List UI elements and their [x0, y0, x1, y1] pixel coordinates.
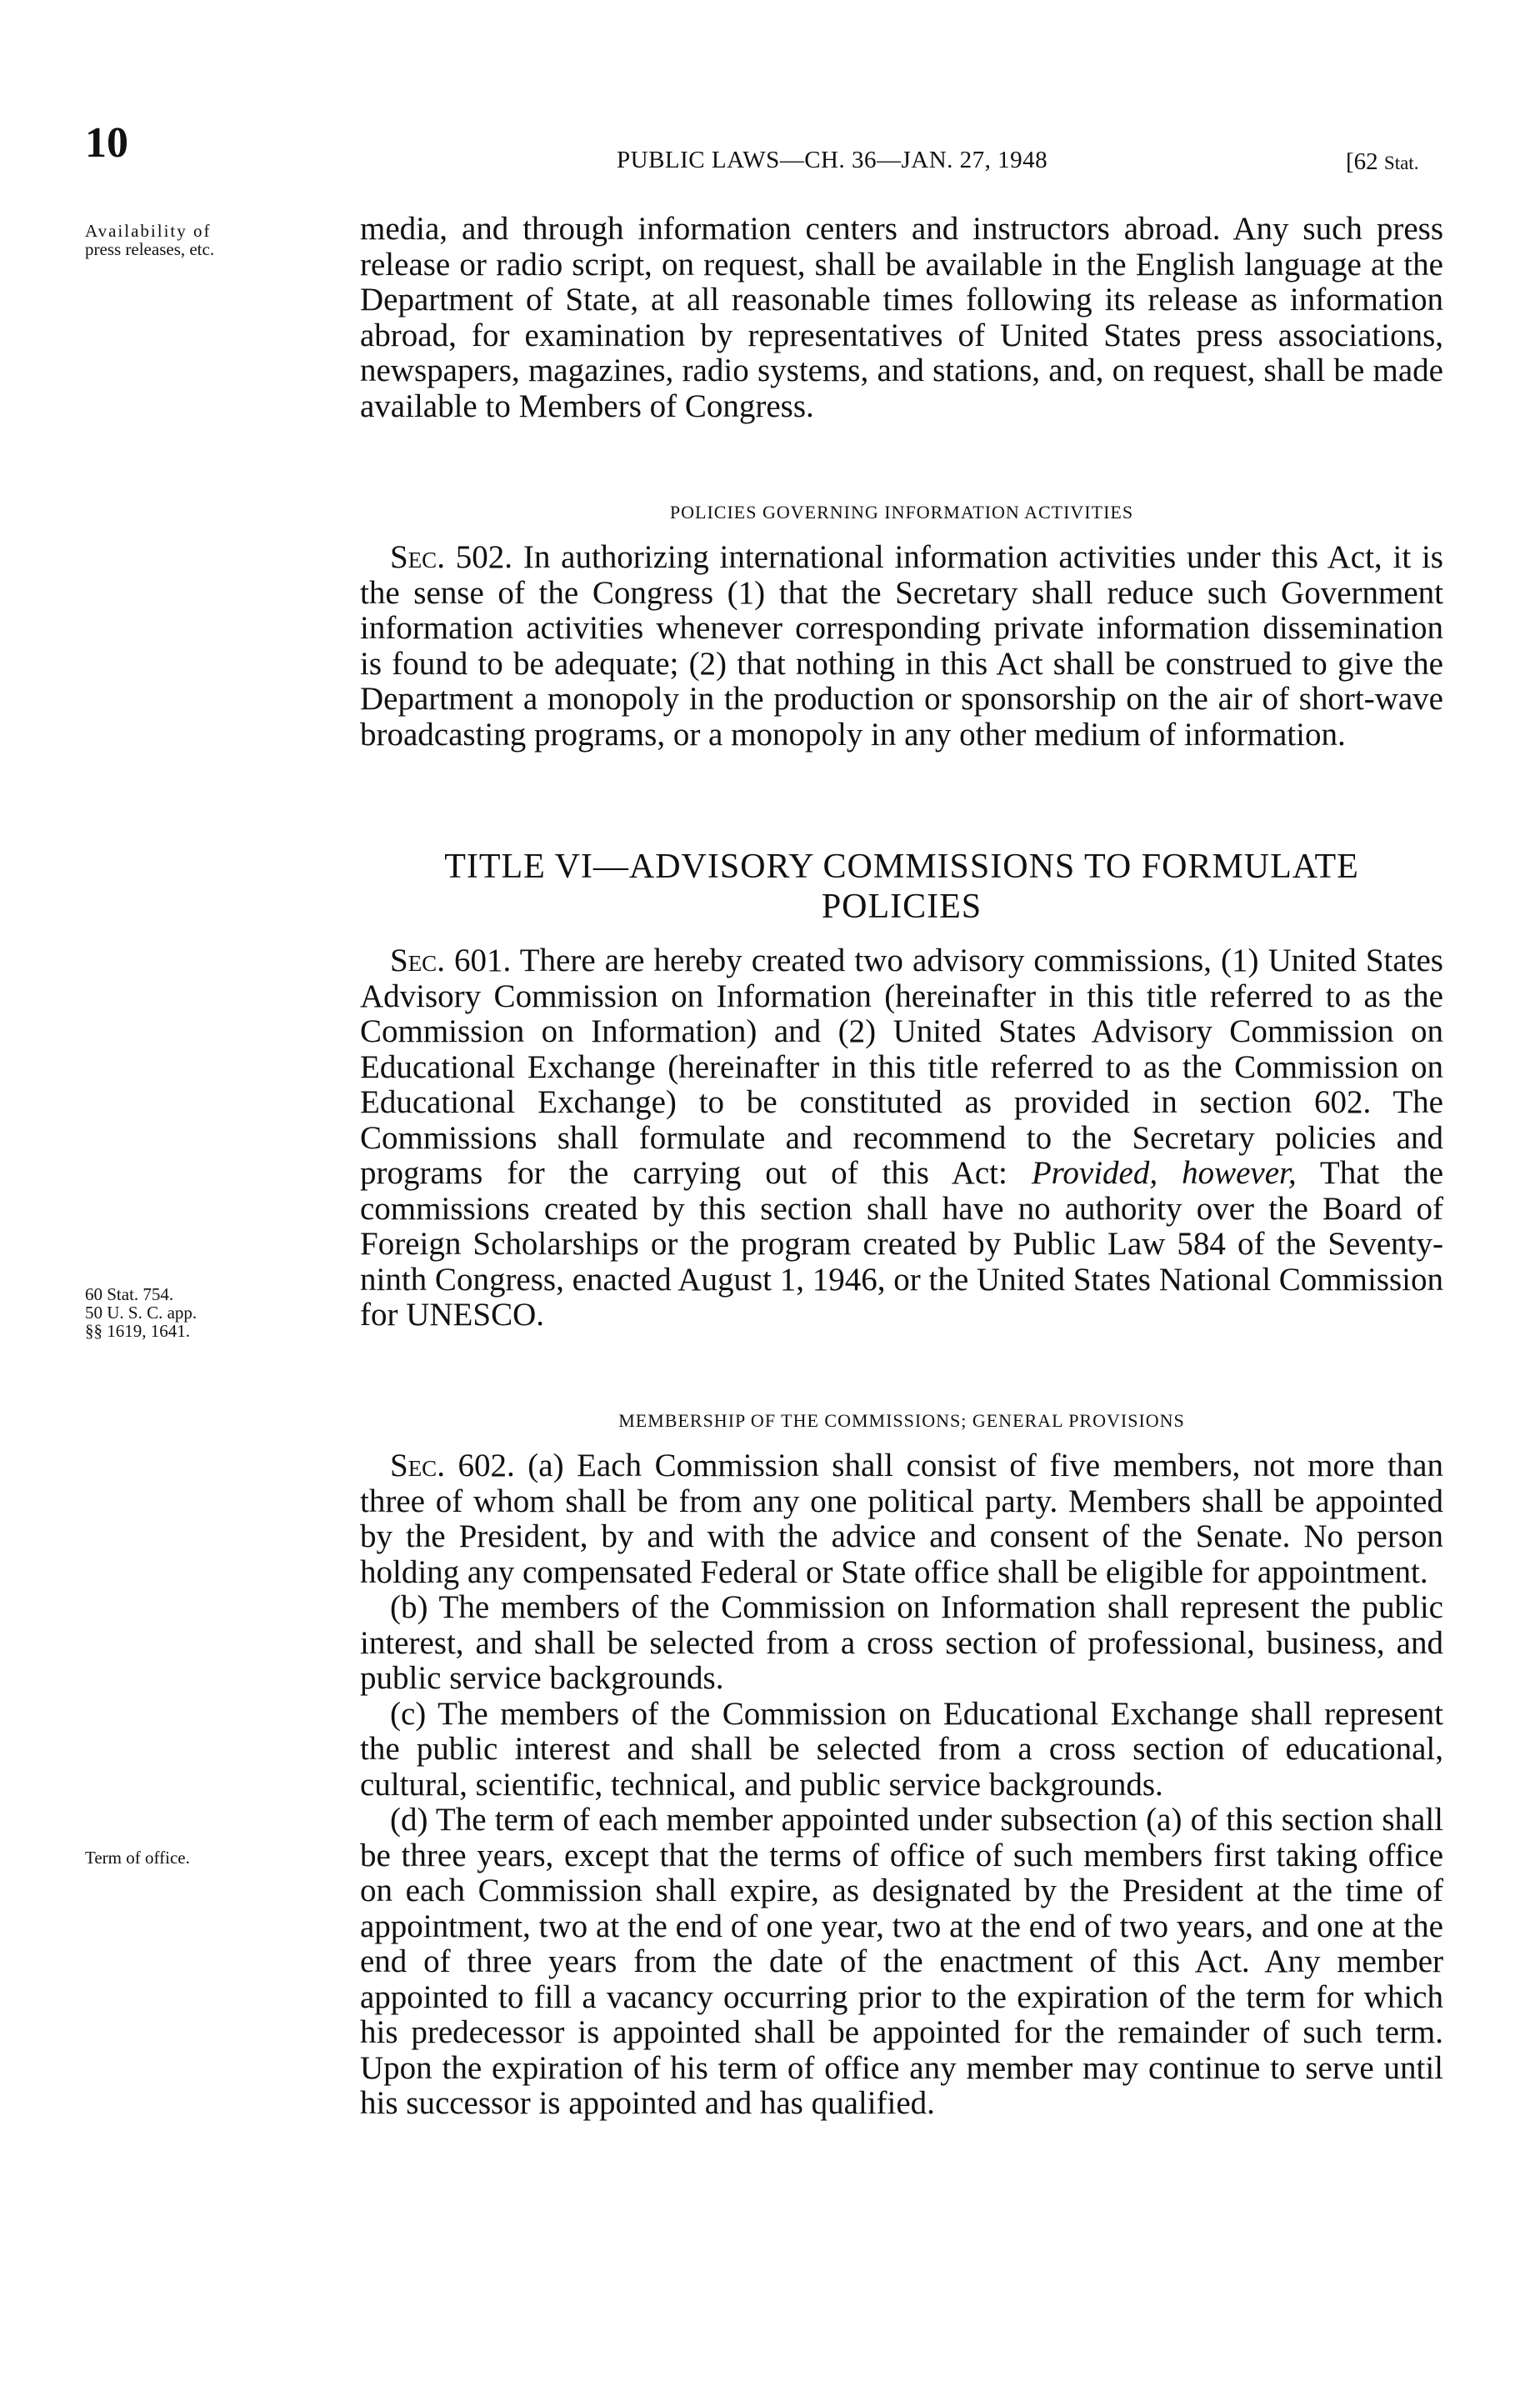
paragraph-sec-601 — [360, 943, 1443, 1333]
heading-policies: POLICIES GOVERNING INFORMATION ACTIVITIES — [669, 502, 1134, 523]
section-601 — [360, 943, 1443, 1333]
proviso-italic: Provided, however, — [1031, 1155, 1297, 1191]
running-head: PUBLIC LAWS—CH. 36—JAN. 27, 1948 — [617, 147, 1048, 173]
section-602 — [360, 1448, 1443, 2122]
volume-ref-prefix: [62 — [1346, 148, 1384, 175]
margin-note-line: Term of office. — [85, 1848, 190, 1868]
section-text: (a) Each Commission shall consist of five members, not more than three of whom shall be from any one political party. Members shall be appointed by the President, by and with the advice and consent of the Senate. No person holding any compensated Federal or State office shall be eligible for appointment. — [360, 1448, 1443, 1590]
paragraph-sec-602-d: (d) The term of each member appointed under subsection (a) of this section shall be three years, except that the terms of office of such members first taking office on each Commission shall expire, as designated by the President at the time of appointment, two at the end of one year, two at the end of two years, and one at the end of three years from the date of the enactment of this Act. Any member appointed to fill a vacancy occurring prior to the expiration of the term for which his predecessor is appointed shall be appointed for the remainder of such term. Upon the expiration of his term of office any member may continue to serve until his successor is appointed and has qualified. — [360, 1802, 1443, 2121]
paragraph-carryover: media, and through information centers and instructors abroad. Any such press release or radio script, on request, shall be available in the English language at the Department of State, at all reasonable times following its release as information abroad, for examination by representatives of United States press associations, newspapers, magazines, radio systems, and stations, and, on request, shall be made available to Members of Congress. — [360, 211, 1443, 424]
margin-note-availability — [85, 222, 335, 258]
section-label: Sec. 502. — [390, 539, 513, 575]
margin-note-line: Availability of — [85, 221, 212, 241]
margin-note-line: press releases, etc. — [85, 239, 215, 259]
section-502 — [360, 540, 1443, 753]
paragraph-sec-602-c: (c) The members of the Commission on Educational Exchange shall represent the public interest and shall be selected from a cross section of educational, cultural, scientific, technical, and public service backgrounds. — [360, 1695, 1443, 1803]
volume-ref-abbr: Stat. — [1383, 153, 1419, 173]
title-vi-heading — [360, 847, 1443, 927]
title-vi-line: TITLE VI—ADVISORY COMMISSIONS TO FORMULATE — [444, 848, 1359, 886]
page-number: 10 — [85, 119, 128, 167]
title-vi-line: POLICIES — [821, 888, 982, 926]
paragraph-sec-502 — [360, 540, 1443, 753]
volume-reference — [1346, 148, 1418, 176]
section-text: There are hereby created two advisory commissions, (1) United States Advisory Commission on Information (hereinafter in this title referred to as the Commission on Information) and (2) United States Advisory Commission on Educational Exchange (hereinafter in this title referred to as the Commission on Educational Exchange) to be constituted as provided in section 602. The Commissions shall formulate and recommend to the Secretary policies and programs for the carrying out of this Act: — [360, 943, 1443, 1191]
section-label: Sec. 601. — [390, 943, 512, 978]
margin-note-line: §§ 1619, 1641. — [85, 1321, 190, 1341]
margin-note-line: 60 Stat. 754. — [85, 1284, 174, 1304]
section-text: In authorizing international information activities under this Act, it is the sense of the Congress (1) that the Secretary shall reduce such Government information activities whenever corresponding private information dissemination is found to be adequate; (2) that nothing in this Act shall be construed to give the Department a monopoly in the production or sponsorship on the air of short-wave broadcasting programs, or a monopoly in any other medium of information. — [360, 539, 1443, 753]
body-carryover — [360, 212, 1443, 424]
paragraph-sec-602-b: (b) The members of the Commission on Information shall represent the public interest, and shall be selected from a cross section of professional, business, and public service backgrounds. — [360, 1589, 1443, 1696]
heading-membership: MEMBERSHIP OF THE COMMISSIONS; GENERAL PROVISIONS — [618, 1410, 1185, 1431]
paragraph-sec-602-a — [360, 1448, 1443, 1590]
margin-note-statute — [85, 1285, 335, 1340]
section-label: Sec. 602. — [390, 1448, 515, 1483]
margin-note-line: 50 U. S. C. app. — [85, 1303, 198, 1323]
section-text: That the commissions created by this section shall have no authority over the Board of Foreign Scholarships or the program created by Public Law 584 of the Seventy-ninth Congress, enacted August 1, 1946, or the United States National Commission for UNESCO. — [360, 1155, 1444, 1333]
margin-note-term — [85, 1848, 335, 1867]
